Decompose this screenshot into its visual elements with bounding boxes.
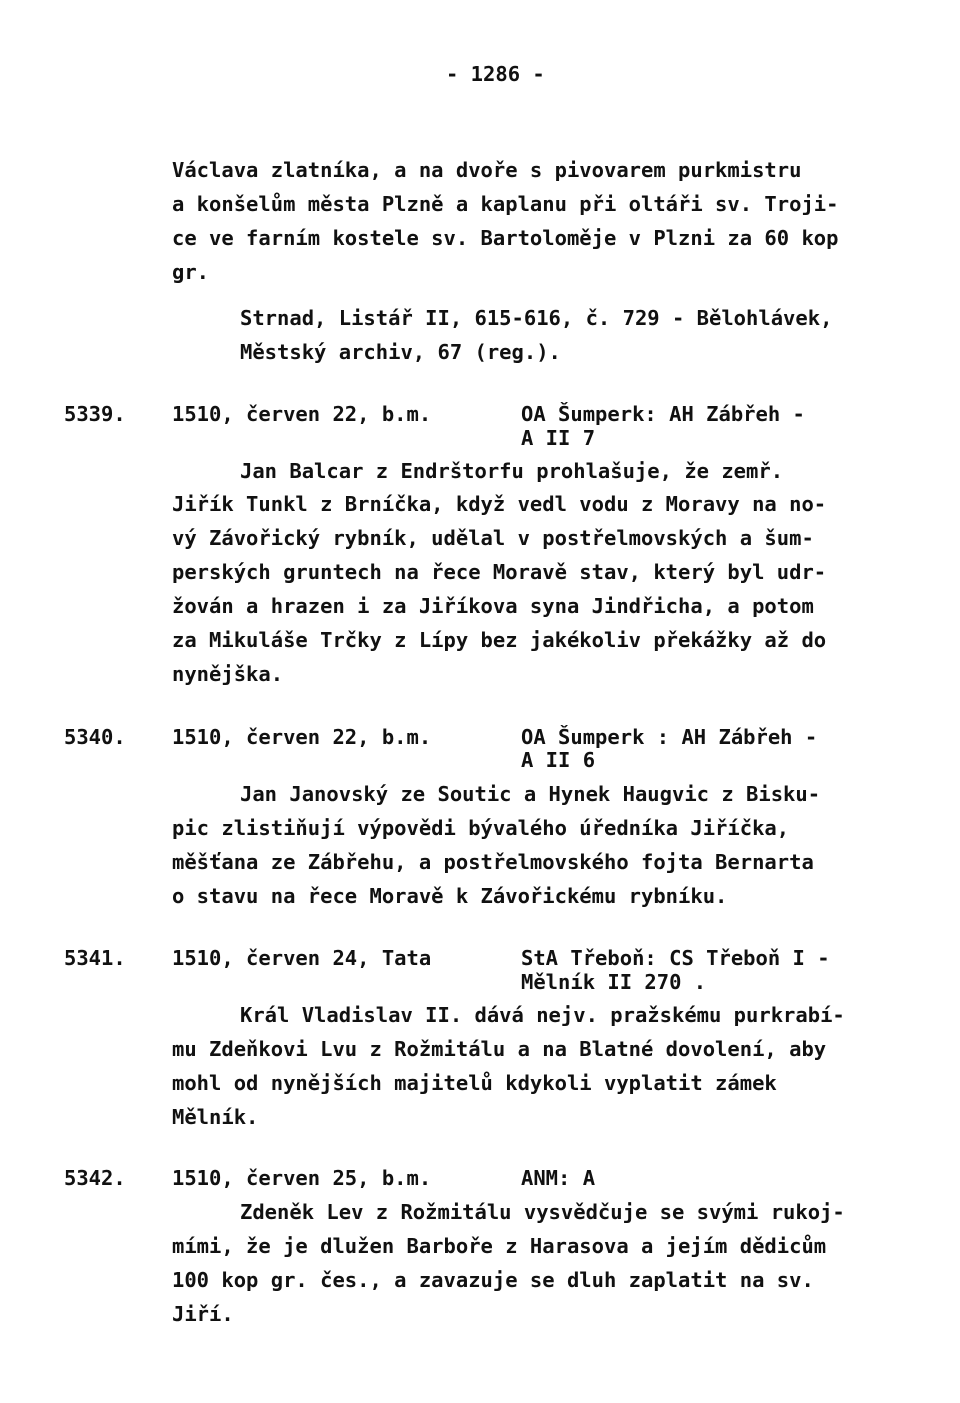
- entry-source: OA Šumperk : AH Zábřeh -: [521, 725, 818, 749]
- entry-text-line: Král Vladislav II. dává nejv. pražskému purkrabí-: [240, 1003, 845, 1027]
- entry-source: StA Třeboň: CS Třeboň I -: [521, 946, 830, 970]
- entry-number: 5342.: [64, 1166, 126, 1190]
- entry-number: 5339.: [64, 402, 126, 426]
- entry-source: OA Šumperk: AH Zábřeh -: [521, 402, 805, 426]
- entry-text-line: Jan Balcar z Endrštorfu prohlašuje, že zemř.: [240, 459, 784, 483]
- citation-line: Městský archiv, 67 (reg.).: [240, 340, 561, 364]
- entry-text-line: mími, že je dlužen Barboře z Harasova a jejím dědicům: [172, 1234, 827, 1258]
- entry-source: ANM: A: [521, 1166, 596, 1190]
- entry-text-line: mohl od nynějších majitelů kdykoli vyplatit zámek: [172, 1071, 777, 1095]
- text-line: Václava zlatníka, a na dvoře s pivovarem purkmistru: [172, 158, 802, 182]
- entry-text-line: vý Závořický rybník, udělal v postřelmovských a šum-: [172, 526, 814, 550]
- entry-text-line: měšťana ze Zábřehu, a postřelmovského fojta Bernarta: [172, 850, 814, 874]
- entry-text-line: Zdeněk Lev z Rožmitálu vysvědčuje se svými rukoj-: [240, 1200, 845, 1224]
- entry-date: 1510, červen 24, Tata: [172, 946, 432, 970]
- entry-source: A II 7: [521, 426, 596, 450]
- text-line: a konšelům města Plzně a kaplanu při oltáři sv. Troji-: [172, 192, 839, 216]
- citation-line: Strnad, Listář II, 615-616, č. 729 - Bělohlávek,: [240, 306, 833, 330]
- entry-text-line: Jiřík Tunkl z Brníčka, když vedl vodu z Moravy na no-: [172, 492, 827, 516]
- entry-text-line: pic zlistiňují výpovědi bývalého úředníka Jiříčka,: [172, 816, 790, 840]
- entry-number: 5341.: [64, 946, 126, 970]
- entry-date: 1510, červen 25, b.m.: [172, 1166, 432, 1190]
- entry-text-line: Mělník.: [172, 1105, 259, 1129]
- entry-text-line: o stavu na řece Moravě k Závořickému rybníku.: [172, 884, 728, 908]
- entry-text-line: Jiří.: [172, 1302, 234, 1326]
- text-line: gr.: [172, 260, 210, 284]
- entry-source: A II 6: [521, 748, 596, 772]
- entry-text-line: nynějška.: [172, 662, 284, 686]
- entry-text-line: 100 kop gr. čes., a zavazuje se dluh zaplatit na sv.: [172, 1268, 814, 1292]
- entry-text-line: za Mikuláše Trčky z Lípy bez jakékoliv překážky až do: [172, 628, 827, 652]
- entry-text-line: Jan Janovský ze Soutic a Hynek Haugvic z Bisku-: [240, 782, 821, 806]
- entry-text-line: mu Zdeňkovi Lvu z Rožmitálu a na Blatné dovolení, aby: [172, 1037, 827, 1061]
- entry-text-line: žován a hrazen i za Jiříkova syna Jindřicha, a potom: [172, 594, 814, 618]
- page-number: - 1286 -: [446, 62, 545, 86]
- entry-source: Mělník II 270 .: [521, 970, 707, 994]
- text-line: ce ve farním kostele sv. Bartoloměje v Plzni za 60 kop: [172, 226, 839, 250]
- entry-text-line: perských gruntech na řece Moravě stav, který byl udr-: [172, 560, 827, 584]
- entry-date: 1510, červen 22, b.m.: [172, 725, 432, 749]
- entry-date: 1510, červen 22, b.m.: [172, 402, 432, 426]
- entry-number: 5340.: [64, 725, 126, 749]
